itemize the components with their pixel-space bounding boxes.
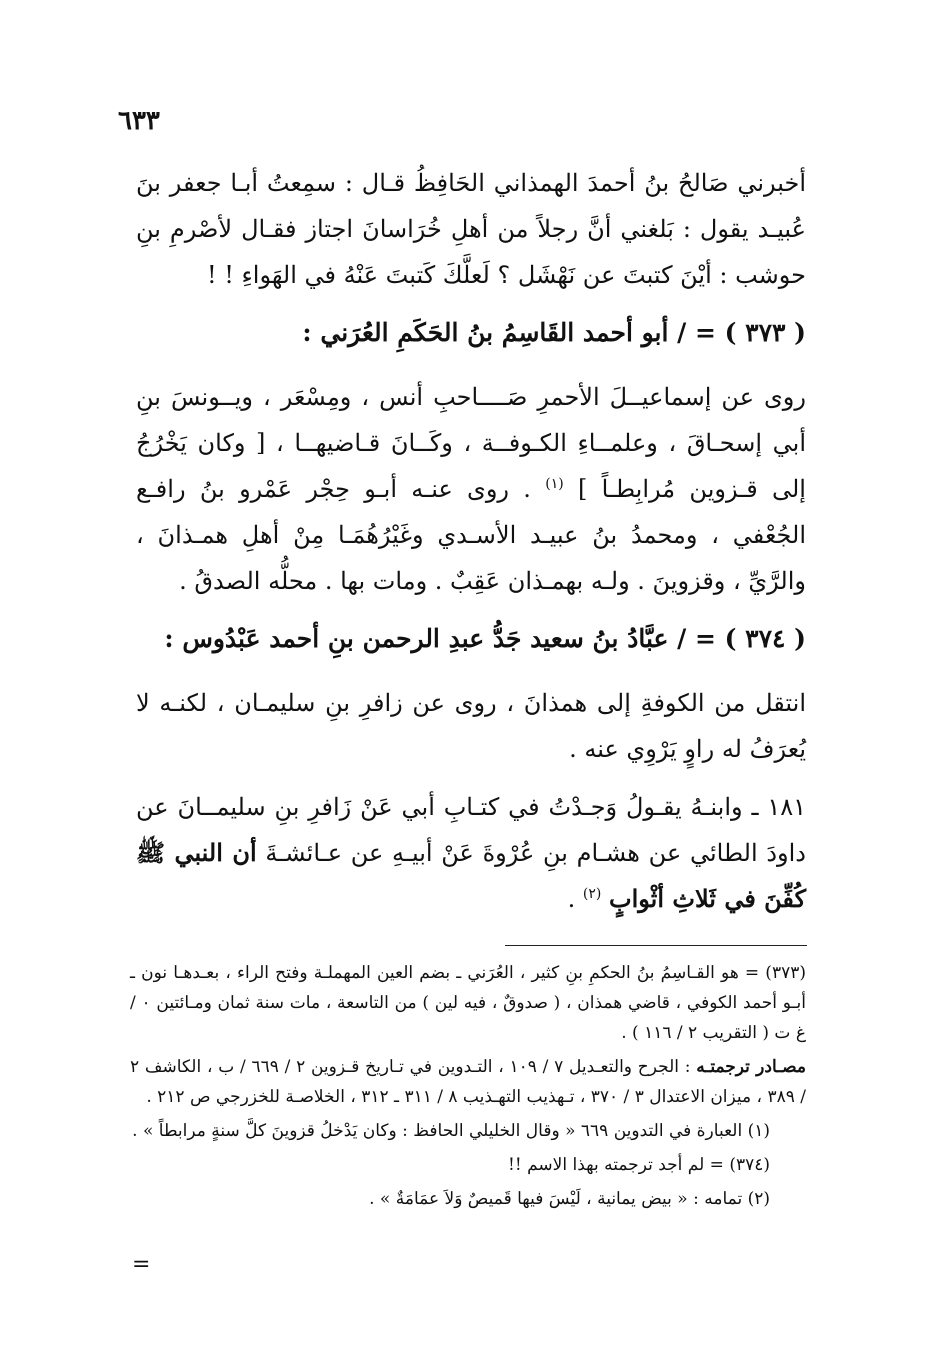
entry-373-text: روى عن إسماعيــلَ الأحمرِ صَــــاحبِ أنس ، ومِسْعَر ، ويــونسَ بنِ أبي إسحـاقَ ، وعلمــاءِ الكـوفــة ، وكَــانَ قـاضيهــا ، [ وكان يَخْرُجُ إلى قـزوين مُرابِطـاً ] (136, 383, 806, 503)
hadith-tail: . (567, 885, 576, 913)
paragraph-hadith-181 (136, 784, 806, 922)
paragraph-intro: أخبرني صَالحُ بنُ أحمدَ الهمذاني الحَافِظُ قـال : سمِعتُ أبـا جعفر بنَ عُبيـد يقول : بَلغني أنَّ رجلاً من أهلِ خُرَاسانَ اجتاز فقـال لأصْرمِ بنِ حوشب : أيْنَ كتبتَ عن نَهْشَل ؟ لَعلَّكَ كَتبتَ عَنْهُ في الهَواءِ ! ! (136, 169, 806, 289)
paragraph-entry-374: انتقل من الكوفةِ إلى همذانَ ، روى عن زافرِ بنِ سليمـان ، لكنـه لا يُعرَفُ له راوٍ يَرْوِي عنه . (136, 689, 806, 763)
page-number: ٦٣٣ (118, 106, 160, 136)
footnote-374: (٣٧٤) = لم أجد ترجمته بهذا الاسم !! (508, 1155, 770, 1175)
page-continuation-mark: = (132, 1252, 151, 1277)
hadith-lead: ١٨١ ـ وابنـهُ يقـولُ وَجـدْتُ في كتـابِ أبي عَنْ زَافرِ بنِ سليمــانَ عن داودَ الطائي عن هشـام بنِ عُرْوةَ عَنْ أبيـهِ عن عـائشـةَ (136, 793, 806, 867)
footnote-sources-text: : الجرح والتعـديل ٧ / ١٠٩ ، التـدوين في تـاريخ قـزوين ٢ / ٦٦٩ / ب ، الكاشف ٢ / ٣٨٩ ، ميزان الاعتدال ٣ / ٣٧٠ ، تـهذيب التهـذيب ٨ / ٣١١ ـ ٣١٢ ، الخلاصـة للخزرجي ص ٢١٢ . (130, 1057, 806, 1107)
entry-heading-374: ( ٣٧٤ ) = / عبَّادُ بنُ سعيد جَدُّ عبدِ الرحمن بنِ أحمد عَبْدُوس : (164, 624, 806, 653)
footnote-ref-1: (١) (545, 476, 564, 492)
main-text (136, 160, 806, 934)
footnote-sources-label: مصـادر ترجمتـه (696, 1057, 806, 1077)
hadith-bold-text: أن النبي ﷺ كُفِّنَ في ثَلاثِ أثْوابٍ (136, 838, 806, 913)
footnote-2: (٢) تمامه : « بيض يمانية ، لَيْسَ فيها قَميصٌ وَلاَ عمَامَةٌ » . (369, 1189, 770, 1209)
footnote-1: (١) العبارة في التدوين ٦٦٩ « وقال الخليلي الحافظ : وكان يَدْخلُ قزوينَ كلَّ سنةٍ مرابطاً » . (132, 1121, 770, 1141)
footnotes (130, 958, 806, 1218)
footnote-373: (٣٧٣) = هو القـاسِمُ بنُ الحكمِ بنِ كثير ، العُرَني ـ بضم العين المهملـة وفتح الراء ، بعـدهـا نون ـ أبـو أحمد الكوفي ، قاضي همذان ، ( صدوقٌ ، فيه لين ) من التاسعة ، مات سنة ثمان ومـائتين ٠ / غ ت ( التقريب ٢ / ١١٦ ) . (130, 963, 806, 1043)
footnote-ref-2: (٢) (582, 886, 602, 902)
footnote-divider (505, 945, 807, 946)
entry-heading-373: ( ٣٧٣ ) = / أبو أحمد القَاسِمُ بنُ الحَكَمِ العُرَني : (302, 318, 806, 347)
entry-373-text-continued: . روى عنـه أبـو حِجْر عَمْرو بنُ رافـع الجُعْفي ، ومحمدُ بنُ عبيـد الأسـدي وغَيْرُهُمَـا مِنْ أهلِ همـذانَ ، والرَّيِّ ، وقزوينَ . ولـه بهمـذان عَقِبٌ . ومات بها . محلُّه الصدقُ . (136, 475, 806, 595)
paragraph-entry-373 (136, 374, 806, 604)
footnote-373-sources (130, 1052, 806, 1112)
